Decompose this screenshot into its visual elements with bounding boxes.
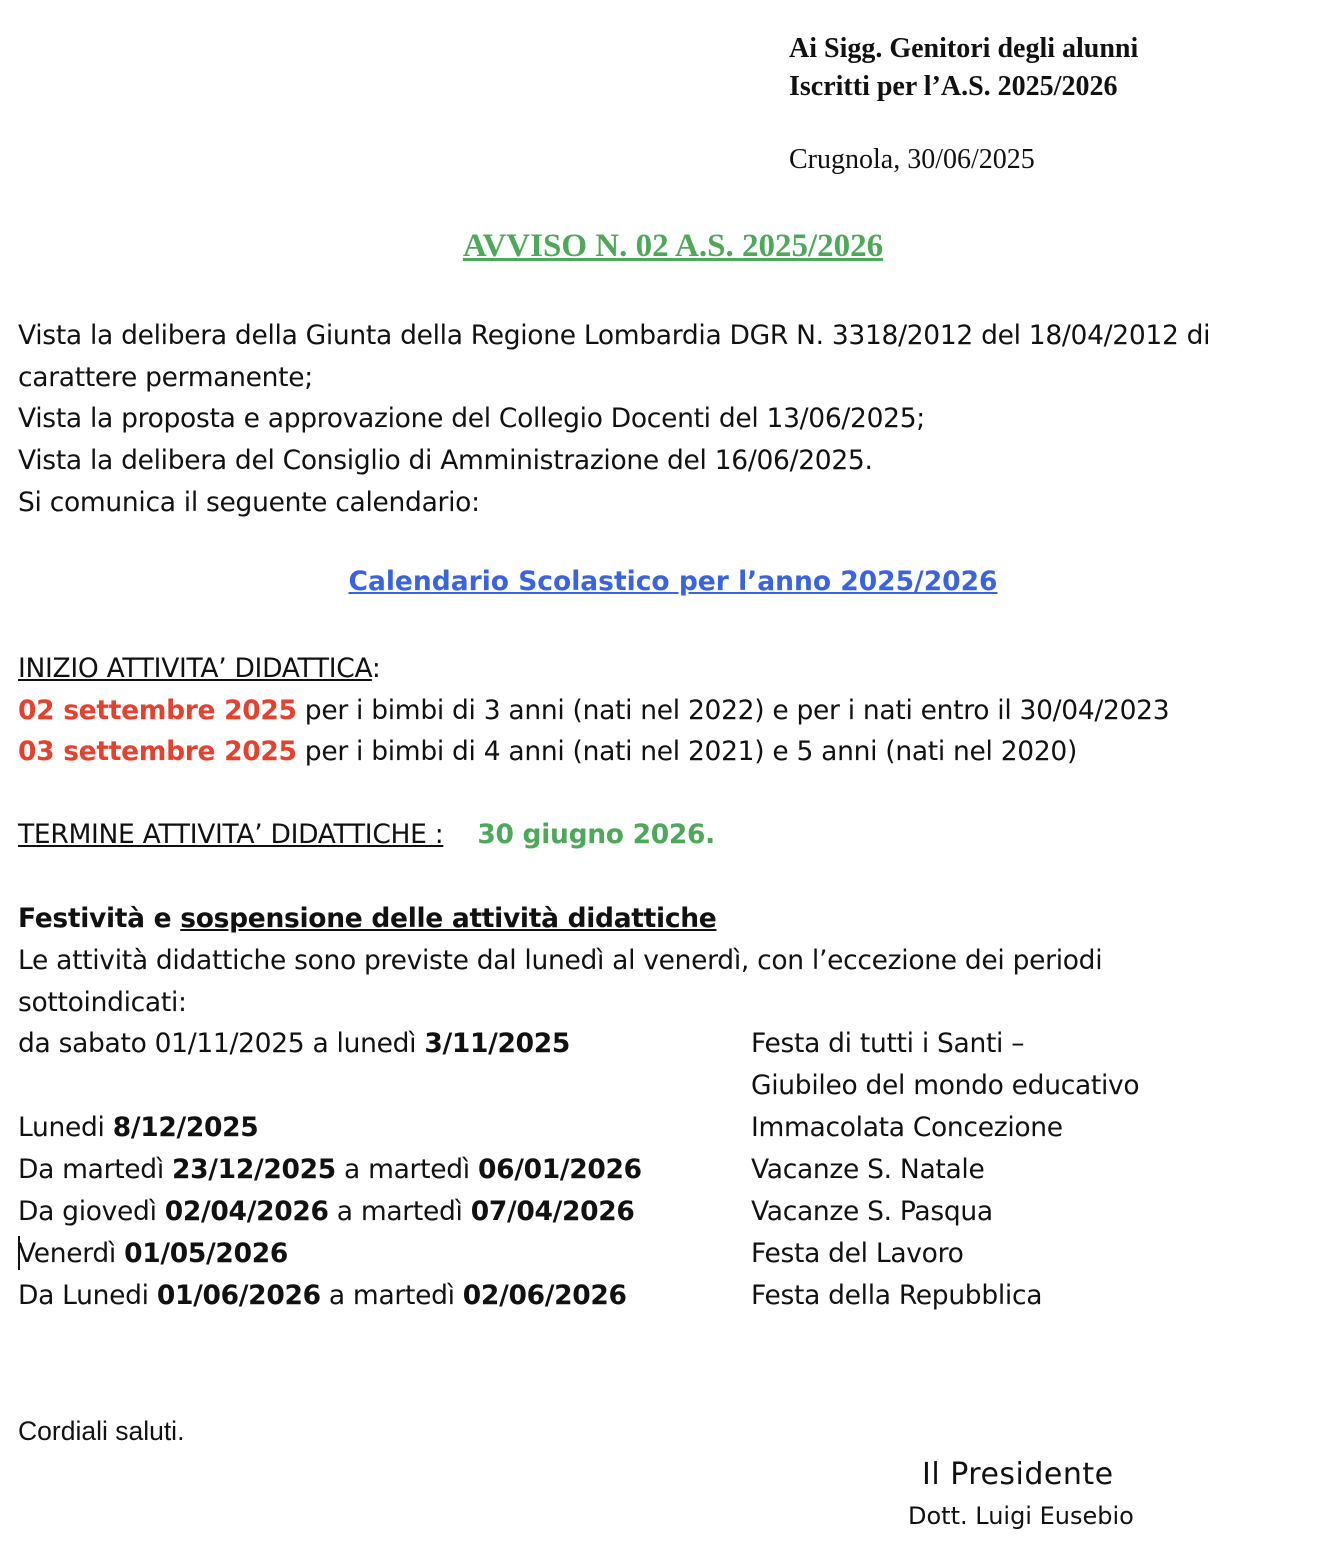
- holiday-row-3-start: 23/12/2025: [172, 1154, 336, 1185]
- intro-line-2: carattere permanente;: [18, 362, 313, 393]
- holiday-row-4-prefix: Da giovedì: [18, 1196, 165, 1227]
- holidays-description-1: Le attività didattiche sono previste dal lunedì al venerdì, con l’eccezione dei periodi: [18, 945, 1103, 976]
- holiday-row-6-mid: a martedì: [320, 1280, 463, 1311]
- calendar-title: Calendario Scolastico per l’anno 2025/2026: [348, 566, 998, 597]
- end-line: [18, 819, 715, 850]
- recipient-line-1: Ai Sigg. Genitori degli alunni: [789, 33, 1139, 64]
- holiday-row-3-prefix: Da martedì: [18, 1154, 173, 1185]
- holiday-row-6-dates: [18, 1280, 627, 1311]
- holiday-row-4-end: 07/04/2026: [470, 1196, 635, 1227]
- holiday-row-2-prefix: Lunedi: [18, 1112, 113, 1143]
- holiday-row-4-mid: a martedì: [328, 1196, 471, 1227]
- holiday-row-5-label: Festa del Lavoro: [751, 1238, 964, 1269]
- intro-line-3: Vista la proposta e approvazione del Collegio Docenti del 13/06/2025;: [18, 403, 925, 434]
- intro-line-5: Si comunica il seguente calendario:: [18, 487, 480, 518]
- holiday-row-6-end: 02/06/2026: [462, 1280, 627, 1311]
- signature-name: Dott. Luigi Eusebio: [908, 1502, 1134, 1530]
- holiday-row-2-label: Immacolata Concezione: [751, 1112, 1063, 1143]
- intro-line-1: Vista la delibera della Giunta della Regione Lombardia DGR N. 3318/2012 del 18/04/2012 di: [18, 320, 1211, 351]
- end-date: 30 giugno 2026.: [477, 819, 715, 850]
- holiday-row-1-prefix: da sabato 01/11/2025 a lunedì: [18, 1028, 425, 1059]
- intro-line-4: Vista la delibera del Consiglio di Amministrazione del 16/06/2025.: [18, 445, 873, 476]
- start-text-1: per i bimbi di 3 anni (nati nel 2022) e per i nati entro il 30/04/2023: [296, 695, 1170, 726]
- recipient-line-2: Iscritti per l’A.S. 2025/2026: [789, 71, 1118, 102]
- holiday-row-6-prefix: Da Lunedi: [18, 1280, 157, 1311]
- holiday-row-4-dates: [18, 1196, 635, 1227]
- holiday-row-5-dates: [18, 1238, 288, 1269]
- start-heading-colon: :: [371, 653, 381, 684]
- holiday-row-3-dates: [18, 1154, 642, 1185]
- holiday-row-2-dates: [18, 1112, 258, 1143]
- holidays-heading-part2: sospensione delle attività didattiche: [180, 903, 717, 934]
- holidays-heading: [18, 903, 716, 934]
- holidays-description-2: sottoindicati:: [18, 987, 187, 1018]
- holiday-row-4-start: 02/04/2026: [164, 1196, 329, 1227]
- holiday-row-3-label: Vacanze S. Natale: [751, 1154, 985, 1185]
- holiday-row-1-dates: [18, 1028, 570, 1059]
- start-heading: [18, 653, 381, 684]
- holiday-row-4-label: Vacanze S. Pasqua: [751, 1196, 993, 1227]
- start-text-2: per i bimbi di 4 anni (nati nel 2021) e 5 anni (nati nel 2020): [296, 736, 1078, 767]
- holiday-row-5-date: 01/05/2026: [124, 1238, 288, 1269]
- holiday-row-3-mid: a martedì: [335, 1154, 478, 1185]
- start-date-2: 03 settembre 2025: [18, 736, 297, 767]
- start-line-2: [18, 736, 1077, 767]
- signature-title: Il Presidente: [922, 1457, 1114, 1492]
- holiday-row-1-label: Festa di tutti i Santi –: [751, 1028, 1025, 1059]
- holiday-row-1-date: 3/11/2025: [424, 1028, 571, 1059]
- start-date-1: 02 settembre 2025: [18, 695, 297, 726]
- holiday-row-3-end: 06/01/2026: [477, 1154, 642, 1185]
- holiday-row-1-label-2: Giubileo del mondo educativo: [751, 1070, 1140, 1101]
- holiday-row-6-start: 01/06/2026: [156, 1280, 321, 1311]
- holiday-row-2-date: 8/12/2025: [112, 1112, 259, 1143]
- holidays-heading-part1: Festività e: [18, 903, 181, 934]
- notice-title: AVVISO N. 02 A.S. 2025/2026: [462, 228, 884, 264]
- closing-greeting: Cordiali saluti.: [18, 1416, 185, 1446]
- holiday-row-6-label: Festa della Repubblica: [751, 1280, 1043, 1311]
- holiday-row-5-prefix: Venerdì: [18, 1238, 125, 1269]
- place-date: Crugnola, 30/06/2025: [789, 144, 1035, 175]
- start-heading-label: INIZIO ATTIVITA’ DIDATTICA: [18, 653, 372, 684]
- start-line-1: [18, 695, 1169, 726]
- end-heading: TERMINE ATTIVITA’ DIDATTICHE :: [18, 819, 444, 850]
